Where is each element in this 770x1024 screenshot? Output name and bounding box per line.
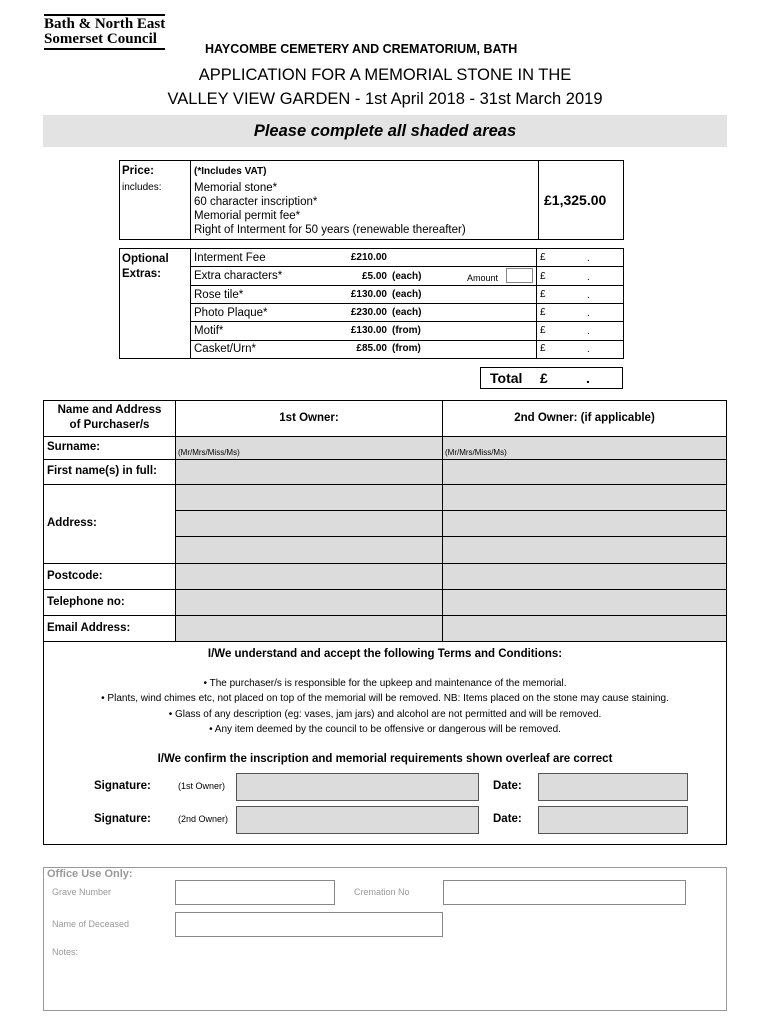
owner2-postcode-field[interactable] [443,564,726,589]
extra-name: Casket/Urn* [194,343,256,355]
name-of-deceased-label: Name of Deceased [52,919,130,929]
owner2-telephone-field[interactable] [443,590,726,615]
extra-price: £130.00 [350,289,387,300]
price-item: Memorial stone* [194,182,278,194]
decimal-point: . [587,253,590,264]
telephone-label: Telephone no: [47,596,125,608]
currency: £ [540,307,546,318]
instruction-banner [43,115,727,147]
extra-name: Motif* [194,325,224,337]
price-item: Memorial permit fee* [194,210,301,222]
currency: £ [540,343,546,354]
first-names-label: First name(s) in full: [47,465,157,477]
price-item: Right of Interment for 50 years (renewable thereafter) [194,224,466,236]
purchaser-header: of Purchaser/s [69,419,150,431]
surname-label: Surname: [47,441,101,453]
currency: £ [540,252,546,263]
office-use-title: Office Use Only: [47,868,133,880]
owner1-signature-field[interactable] [236,773,479,801]
vat-note: (*Includes VAT) [194,166,267,177]
decimal-point: . [587,290,590,301]
signature-label: Signature: [94,780,151,792]
extra-price: £85.00 [356,343,387,354]
owner1-address-line-2[interactable] [176,511,442,536]
venue-title: HAYCOMBE CEMETERY AND CREMATORIUM, BATH [205,42,518,56]
notes-label: Notes: [52,947,79,957]
total-label: Total [490,370,523,386]
currency: £ [540,271,546,282]
owner2-hint: (2nd Owner) [178,814,229,824]
cremation-no-input[interactable] [443,880,686,905]
confirm-statement: I/We confirm the inscription and memorial requirements shown overleaf are correct [157,753,613,765]
extra-name: Interment Fee [194,252,266,264]
owner1-hint: (1st Owner) [178,781,226,791]
date-label: Date: [493,780,522,792]
extra-unit: (each) [392,289,422,300]
logo-line-2: Somerset Council [44,32,165,50]
extras-label: Extras: [122,268,161,280]
owner1-postcode-field[interactable] [176,564,442,589]
owner2-address-line-3[interactable] [443,537,726,563]
extra-unit: (from) [392,343,421,354]
owner2-header: 2nd Owner: (if applicable) [514,412,655,424]
price-label: Price: [122,165,154,177]
extra-unit: (from) [392,325,421,336]
terms-item: • Plants, wind chimes etc, not placed on top of the memorial will be removed. NB: Items placed on the stone may cause staining. [101,693,669,704]
total-currency: £ [540,370,548,386]
currency: £ [540,289,546,300]
extra-name: Extra characters* [194,270,283,282]
extra-name: Rose tile* [194,289,244,301]
price-amount: £1,325.00 [544,192,607,208]
extra-unit: (each) [392,307,422,318]
decimal-point: . [587,308,590,319]
cremation-no-label: Cremation No [354,887,410,897]
owner2-signature-field[interactable] [236,806,479,834]
extra-price: £210.00 [350,252,387,263]
includes-label: includes: [122,182,162,193]
terms-item: • Glass of any description (eg: vases, jam jars) and alcohol are not permitted and will be removed. [168,709,602,720]
terms-heading: I/We understand and accept the following Terms and Conditions: [207,648,563,660]
instruction-text: Please complete all shaded areas [253,122,517,140]
form-title-line-1: APPLICATION FOR A MEMORIAL STONE IN THE [198,66,572,84]
total-decimal-point: . [586,370,590,386]
owner2-address-line-2[interactable] [443,511,726,536]
extra-price: £5.00 [361,271,387,282]
owner2-address-line-1[interactable] [443,485,726,510]
owner1-date-field[interactable] [538,773,688,801]
owner1-title-hint: (Mr/Mrs/Miss/Ms) [178,448,240,457]
terms-item: • The purchaser/s is responsible for the upkeep and maintenance of the memorial. [203,678,567,689]
decimal-point: . [587,344,590,355]
decimal-point: . [587,326,590,337]
address-label: Address: [47,517,97,529]
extra-unit: (each) [392,271,422,282]
extras-label: Optional [122,253,169,265]
date-label: Date: [493,813,522,825]
postcode-label: Postcode: [47,570,103,582]
owner2-email-field[interactable] [443,616,726,641]
grave-number-label: Grave Number [52,887,112,897]
owner2-first-names-field[interactable] [443,460,726,484]
owner2-date-field[interactable] [538,806,688,834]
form-title-line-2: VALLEY VIEW GARDEN - 1st April 2018 - 31st March 2019 [167,90,603,108]
logo-line-1: Bath & North East [44,16,166,32]
name-of-deceased-input[interactable] [175,912,443,937]
extra-characters-amount-input[interactable] [506,268,533,283]
email-label: Email Address: [47,622,131,634]
signature-label: Signature: [94,813,151,825]
owner1-first-names-field[interactable] [176,460,442,484]
owner1-header: 1st Owner: [279,412,339,424]
currency: £ [540,325,546,336]
purchaser-header: Name and Address [57,404,162,416]
grave-number-input[interactable] [175,880,335,905]
extra-name: Photo Plaque* [194,307,268,319]
owner1-address-line-3[interactable] [176,537,442,563]
amount-label: Amount [467,273,499,283]
terms-item: • Any item deemed by the council to be offensive or dangerous will be removed. [209,724,561,735]
extra-price: £230.00 [350,307,387,318]
extra-price: £130.00 [350,325,387,336]
decimal-point: . [587,272,590,283]
owner1-telephone-field[interactable] [176,590,442,615]
council-logo [44,14,165,50]
price-item: 60 character inscription* [194,196,318,208]
owner1-address-line-1[interactable] [176,485,442,510]
owner2-title-hint: (Mr/Mrs/Miss/Ms) [445,448,507,457]
owner1-email-field[interactable] [176,616,442,641]
